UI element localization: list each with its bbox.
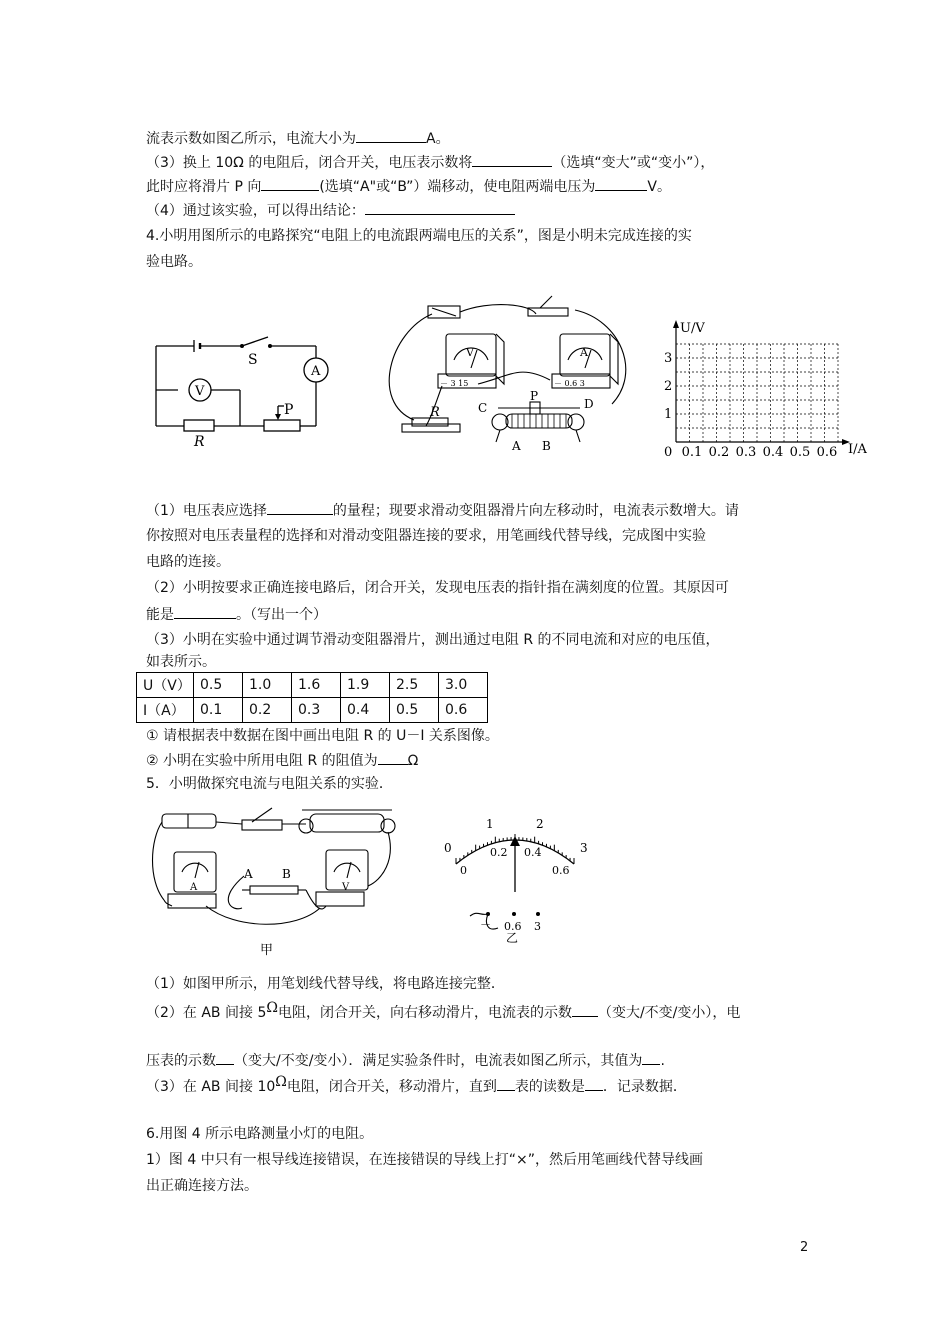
table-cell: 0.5 <box>390 698 439 723</box>
x-tick-label: 0.2 <box>708 445 730 460</box>
apparatus-figure <box>380 292 640 462</box>
x-tick-label: 0.5 <box>789 445 811 460</box>
dial-outer-label: 0 <box>444 841 452 855</box>
answer-blank <box>642 1050 660 1065</box>
terminal-a-label: A <box>244 867 253 881</box>
text: 流表示数如图乙所示，电流大小为 <box>146 131 356 147</box>
text-line: 验电路。 <box>146 254 202 270</box>
y-tick-label: 2 <box>664 379 673 394</box>
voltmeter-label: V <box>195 384 205 399</box>
text-line: （1）如图甲所示，用笔划线代替导线，将电路连接完整． <box>146 976 505 992</box>
ammeter-terminals: － 0.6 3 <box>554 379 585 388</box>
x-tick-label: 0.1 <box>681 445 703 460</box>
figure-5-jia <box>146 800 396 960</box>
text: 的量程；现要求滑动变阻器滑片向左移动时，电流表示数增大。请 <box>332 503 739 519</box>
switch-label: S <box>248 352 258 368</box>
figure-5-yi-dial <box>440 812 610 945</box>
voltmeter-terminals: － 3 15 <box>440 379 469 388</box>
slider-label: P <box>284 402 294 418</box>
resistor-label: R <box>430 405 440 420</box>
answer-blank <box>472 152 552 167</box>
text: 电阻，闭合开关，移动滑片，直到 <box>286 1079 497 1095</box>
omega-symbol: Ω <box>266 1000 278 1016</box>
table-cell: 2.5 <box>390 673 439 698</box>
text-line <box>146 750 418 771</box>
circuit-diagram <box>150 330 340 450</box>
terminal-label: D <box>584 397 594 411</box>
table-row <box>137 673 488 698</box>
text: （3）在 AB 间接 10 <box>146 1079 276 1095</box>
text-line: 6.用图 4 所示电路测量小灯的电阻。 <box>146 1126 374 1142</box>
text: 。（写出一个） <box>236 607 327 623</box>
dial-inner-label: 0.4 <box>524 846 542 859</box>
answer-blank <box>356 128 426 143</box>
text-line <box>146 152 714 173</box>
ammeter-label: A <box>311 364 321 379</box>
table-cell: 1.9 <box>341 673 390 698</box>
x-tick-label: 0.4 <box>762 445 784 460</box>
page-number: 2 <box>800 1240 809 1255</box>
table-cell: 0.5 <box>194 673 243 698</box>
text: 压表的示数 <box>146 1053 216 1069</box>
dial-outer-label: 1 <box>486 817 494 831</box>
figure-caption: 乙 <box>506 931 519 945</box>
text: 电阻，闭合开关，向右移动滑片，电流表的示数 <box>277 1005 572 1021</box>
answer-blank <box>595 176 647 191</box>
text: （1）电压表应选择 <box>146 503 267 519</box>
dial-inner-label: 0.2 <box>490 846 508 859</box>
text-line: 1）图 4 中只有一根导线连接错误，在连接错误的导线上打“×”，然后用笔画线代替导线画 <box>146 1152 703 1168</box>
terminal-b-label: B <box>282 867 291 881</box>
dial-outer-label: 3 <box>580 841 588 855</box>
x-tick-label: 0.3 <box>735 445 757 460</box>
text: . <box>660 1053 665 1069</box>
text: A。 <box>426 131 450 147</box>
answer-blank <box>365 200 515 215</box>
omega-symbol: Ω <box>275 1074 287 1090</box>
y-tick-label: 3 <box>664 351 673 366</box>
answer-blank <box>572 1002 598 1017</box>
terminal-label: C <box>478 401 488 415</box>
text-line <box>146 200 515 221</box>
table-cell: 0.1 <box>194 698 243 723</box>
dial-terminal-label: 0.6 <box>504 920 522 933</box>
table-cell: U（V） <box>137 673 194 698</box>
terminal-label: P <box>530 389 539 403</box>
text-line <box>146 1002 740 1023</box>
ui-graph <box>656 318 881 466</box>
dial-terminal-label: － <box>480 918 491 931</box>
text-line: 电路的连接。 <box>146 554 230 570</box>
text-line <box>146 1076 687 1097</box>
text-line: 4.小明用图所示的电路探究“电阻上的电流跟两端电压的关系”，图是小明未完成连接的实 <box>146 228 692 244</box>
text-line: 出正确连接方法。 <box>146 1178 258 1194</box>
text-line <box>146 176 671 197</box>
dial-inner-label: 0 <box>460 864 467 877</box>
table-cell: I（A） <box>137 698 194 723</box>
ammeter-label: A <box>190 882 198 893</box>
dial-terminal-label: 3 <box>534 920 541 933</box>
table-cell: 1.0 <box>243 673 292 698</box>
text: （3）换上 10Ω 的电阻后，闭合开关，电压表示数将 <box>146 155 473 171</box>
text-line <box>146 604 327 625</box>
voltmeter-label: V <box>342 882 350 893</box>
text: （2）在 AB 间接 5 <box>146 1005 267 1021</box>
table-cell: 0.2 <box>243 698 292 723</box>
text-line: 如表所示。 <box>146 654 216 670</box>
table-cell: 0.4 <box>341 698 390 723</box>
answer-blank <box>261 176 319 191</box>
answer-blank <box>174 604 236 619</box>
text-line <box>146 1050 665 1071</box>
table-cell: 1.6 <box>292 673 341 698</box>
x-axis-label: I/A <box>848 442 867 457</box>
data-table <box>136 672 488 723</box>
text-line: 你按照对电压表量程的选择和对滑动变阻器连接的要求，用笔画线代替导线，完成图中实验 <box>146 528 706 544</box>
dial-outer-label: 2 <box>536 817 544 831</box>
answer-blank <box>497 1076 515 1091</box>
text-line: ① 请根据表中数据在图中画出电阻 R 的 U－I 关系图像。 <box>146 728 499 744</box>
text-line: （3）小明在实验中通过调节滑动变阻器滑片，测出通过电阻 R 的不同电流和对应的电压值， <box>146 632 720 648</box>
resistor-label: R <box>194 434 205 450</box>
dial-inner-label: 0.6 <box>552 864 570 877</box>
text: (选填“A"或“B”）端移动，使电阻两端电压为 <box>319 179 596 195</box>
table-cell: 0.3 <box>292 698 341 723</box>
answer-blank <box>267 500 333 515</box>
terminal-label: A <box>512 439 521 453</box>
text: 能是 <box>146 607 174 623</box>
text: （变大/不变/变小）．满足实验条件时，电流表如图乙所示，其值为 <box>234 1053 643 1069</box>
table-cell: 3.0 <box>439 673 488 698</box>
text: V。 <box>647 179 671 195</box>
text-line: （2）小明按要求正确连接电路后，闭合开关，发现电压表的指针指在满刻度的位置。其原因可 <box>146 580 729 596</box>
text-line <box>146 500 739 521</box>
text: （变大/不变/变小），电 <box>597 1005 741 1021</box>
y-tick-label: 1 <box>664 407 673 422</box>
text: （选填“变大”或“变小”）， <box>552 155 715 171</box>
text: Ω <box>407 753 419 769</box>
figure-caption: 甲 <box>260 943 274 958</box>
origin-label: 0 <box>664 445 673 460</box>
answer-blank <box>585 1076 603 1091</box>
text: （4）通过该实验，可以得出结论： <box>146 203 365 219</box>
table-row <box>137 698 488 723</box>
terminal-label: B <box>542 439 551 453</box>
text: 此时应将滑片 P 向 <box>146 179 262 195</box>
text: 表的读数是 <box>514 1079 585 1095</box>
table-cell: 0.6 <box>439 698 488 723</box>
text-line: 5．小明做探究电流与电阻关系的实验． <box>146 776 393 792</box>
text-line <box>146 128 450 149</box>
y-axis-label: U/V <box>680 321 705 336</box>
answer-blank <box>378 750 408 765</box>
ammeter-label: A <box>580 346 588 359</box>
answer-blank <box>216 1050 234 1065</box>
voltmeter-label: V <box>466 346 474 359</box>
text: ．记录数据． <box>602 1079 687 1095</box>
x-tick-label: 0.6 <box>816 445 838 460</box>
text: ② 小明在实验中所用电阻 R 的阻值为 <box>146 753 378 769</box>
